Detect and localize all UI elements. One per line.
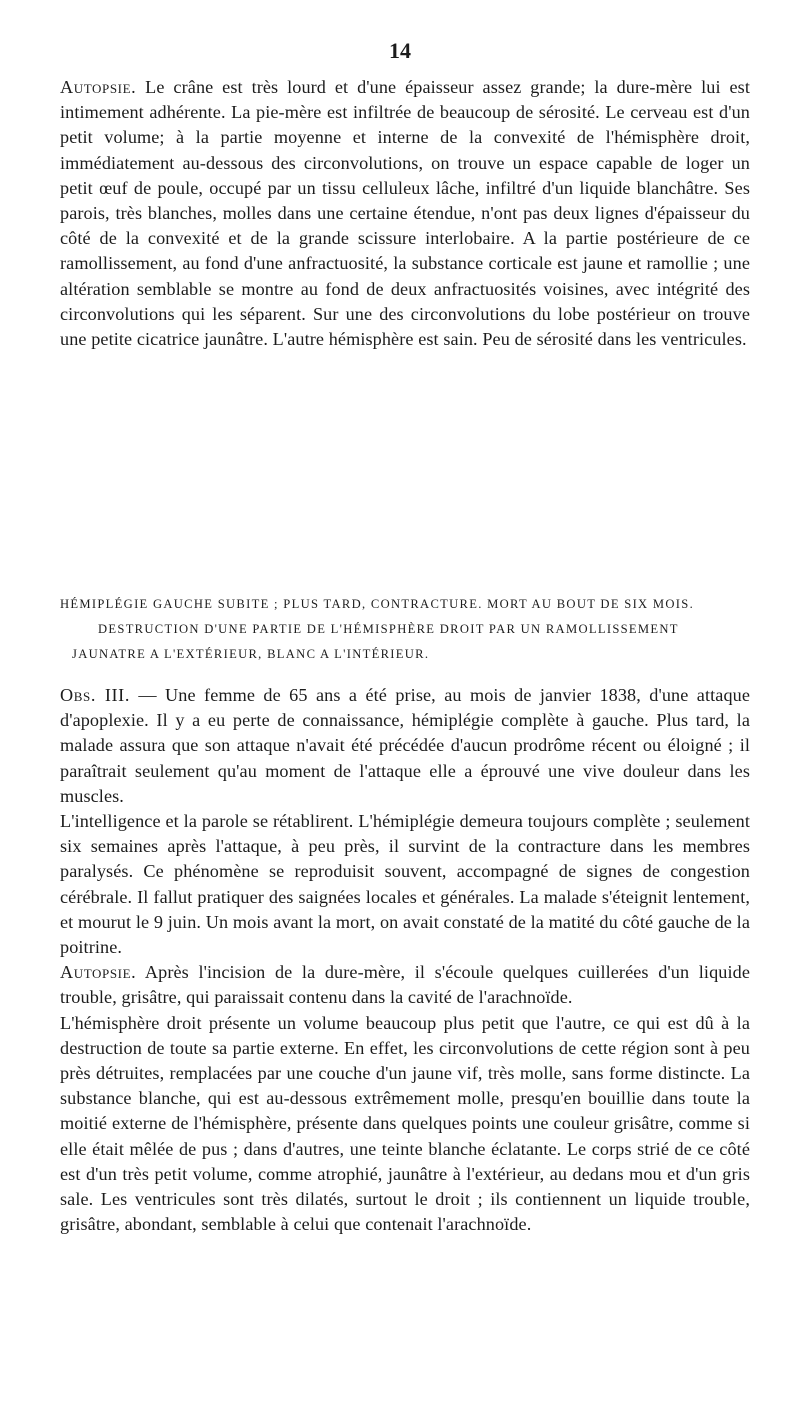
observation-lead: Obs. III. <box>60 685 130 705</box>
paragraph-text: Après l'incision de la dure-mère, il s'écoule quelques cuillerées d'un liquide trouble, grisâtre, qui paraissait contenu dans la cavité de l'arachnoïde. <box>60 962 750 1008</box>
paragraph <box>60 960 750 1010</box>
section-lead: Autopsie. <box>60 962 137 983</box>
section-lead: Autopsie. <box>60 77 137 97</box>
autopsy-paragraph-obs-2 <box>60 75 750 352</box>
paragraph-text: Le crâne est très lourd et d'une épaisseur assez grande; la dure-mère lui est intimement adhérente. La pie-mère est infiltrée de beaucoup de sérosité. Le cerveau est d'un petit volume; à la partie moyenne et interne de la convexité de l'hémisphère droit, immédiatement au-dessous des circonvolutions, on trouve un espace capable de loger un petit œuf de poule, occupé par un tissu celluleux lâche, infiltré d'un liquide blanchâtre. Ses parois, très blanches, molles dans une certaine étendue, n'ont pas deux lignes d'épaisseur du côté de la convexité et de la grande scissure interlobaire. A la partie postérieure de ce ramollissement, au fond d'une anfractuosité, la substance corticale est jaune et ramollie ; une altération semblable se montre au fond de deux anfractuosités voisines, avec intégrité des circonvolutions qui les séparent. Sur une des circonvolutions du lobe postérieur on trouve une petite cicatrice jaunâtre. L'autre hémisphère est sain. Peu de sérosité dans les ventricules. <box>60 77 750 350</box>
paragraph-text: — Une femme de 65 ans a été prise, au mois de janvier 1838, d'une attaque d'apoplexie. Il y a eu perte de connaissance, hémiplégie complète à gauche. Plus tard, la malade assura que son attaque n'avait été précédée d'aucun prodrôme récent ou éloigné ; il paraîtrait seulement qu'au moment de l'attaque elle a éprouvé une vive douleur dans les muscles. <box>60 685 751 806</box>
paragraph: L'intelligence et la parole se rétablirent. L'hémiplégie demeura toujours complète ; seulement six semaines après l'attaque, à peu près, il survint de la contracture dans les membres paralysés. Ce phénomène se reproduisit souvent, accompagné de signes de congestion cérébrale. Il fallut pratiquer des saignées locales et générales. La malade s'éteignit lentement, et mourut le 9 juin. Un mois avant la mort, on avait constaté de la matité du côté gauche de la poitrine. <box>60 811 750 958</box>
paragraph: L'hémisphère droit présente un volume beaucoup plus petit que l'autre, ce qui est dû à la destruction de toute sa partie externe. En effet, les circonvolutions de cette région sont à peu près détruites, remplacées par une couche d'un jaune vif, très molle, sans forme distincte. La substance blanche, qui est au-dessous extrêmement molle, presqu'en bouillie dans toute la moitié externe de l'hémisphère, présente dans quelques points une couleur grisâtre, comme si elle était mêlée de pus ; dans d'autres, une teinte blanche éclatante. Le corps strié de ce côté est d'un très petit volume, comme atrophié, jaunâtre à l'extérieur, au dedans mou et d'un gris sale. Les ventricules sont très dilatés, surtout le droit ; ils contiennent un liquide trouble, grisâtre, abondant, semblable à celui que contenait l'arachnoïde. <box>60 1012 750 1235</box>
paragraph <box>60 75 750 352</box>
heading-line: HÉMIPLÉGIE GAUCHE SUBITE ; PLUS TARD, CONTRACTURE. MORT AU BOUT DE SIX MOIS. <box>60 597 695 611</box>
heading-line: JAUNATRE A L'EXTÉRIEUR, BLANC A L'INTÉRIEUR. <box>72 647 430 661</box>
observation-3 <box>60 683 750 1237</box>
page-number: 14 <box>389 38 411 63</box>
heading-line: DESTRUCTION D'UNE PARTIE DE L'HÉMISPHÈRE DROIT PAR UN RAMOLLISSEMENT <box>98 622 679 636</box>
paragraph <box>60 683 750 809</box>
case-heading <box>60 592 750 667</box>
